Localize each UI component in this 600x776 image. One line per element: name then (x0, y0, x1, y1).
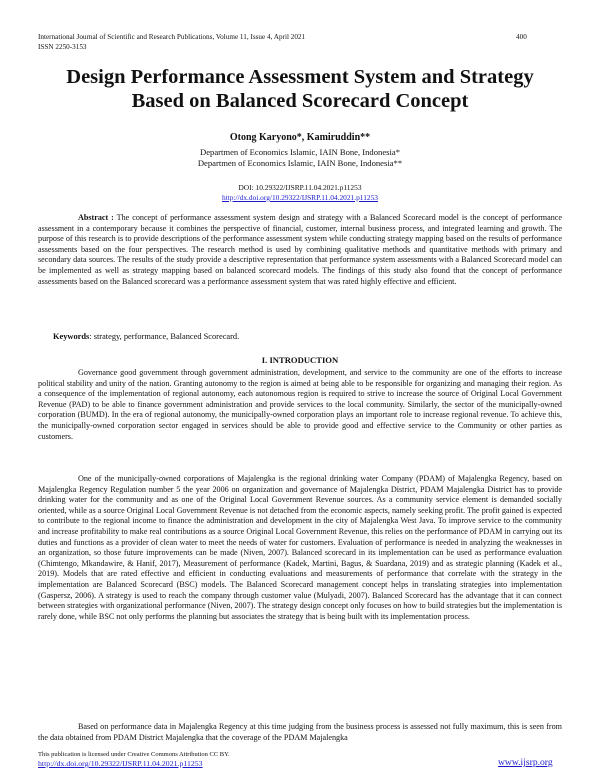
section-heading: I. INTRODUCTION (261, 355, 339, 365)
affiliation-1: Departmen of Economics Islamic, IAIN Bone, Indonesia* (200, 147, 400, 157)
footer-doi-link[interactable]: http://dx.doi.org/10.29322/IJSRP.11.04.2021.p11253 (38, 759, 203, 768)
abstract-label: Abstract : (78, 213, 114, 222)
paper-title (30, 65, 570, 113)
running-header (38, 33, 305, 52)
journal-website-link[interactable]: www.ijsrp.org (498, 757, 553, 768)
authors: Otong Karyono*, Kamiruddin** (229, 132, 371, 143)
keywords-label: Keywords (53, 332, 90, 341)
keywords-text: : strategy, performance, Balanced Scorecard. (89, 332, 240, 341)
intro-paragraph-3: Based on performance data in Majalengka Regency at this time judging from the business process is assessed not fully maximum, this is seen from the data obtained from PDAM District Majalengka that the coverage of the PDAM Majalengka (38, 722, 562, 742)
abstract (38, 213, 562, 287)
intro-paragraph-2: One of the municipally-owned corporations of Majalengka is the regional drinking water Company (PDAM) of Majalengka Regency, based on Majalengka Regency Regulation number 5 the year 2006 on organization and governance of Majalengka District, PDAM Majalengka District has to provide drinking water for the community and as one of the Original Local Government Revenue sources. As a community service element is demanded socially oriented, while as a source Original Local Government Revenue is not detached from the economic aspects, namely seeking profit. The profit gained is expected to contribute to the regional income to finance the administration and development in the city of Majalengka West Java. To improve service to the community and increase profitability to make real contributions as a source Original Local Government Revenue, this relies on the performance of PDAM in carrying out its duties and functions as a provider of clean water to meet the needs of water for customers. Evaluation of performance is needed in analyzing the weaknesses in an organization, so those future improvements can be made (Niven, 2007). Balanced scorecard in its implementation can be used as performance evaluation (Chimtengo, Mkandawire, & Hanif, 2017), Measurement of performance (Kadek, Martini, Bagus, & Suardana, 2019) and as strategic planning (Kadek et al., 2019). Models that are rated effective and efficient in conducting evaluations and measurements of performance that correlate with the strategy in the implementation are Balanced Scorecard (BSC) models. The Balanced Scorecard management concept helps in translating strategies into implementation (Gaspersz, 2006). A strategy is used to reach the company through customer value (Mulyadi, 2007). Balanced Scorecard has the advantage that it can connect between strategies with organizational performance (Niven, 2007). The strategy design concept only focuses on how to build strategies but the implementation is rarely done, while BSC not only performs the planning but associates the strategy that is being built with its implementation process. (38, 474, 562, 621)
doi-link[interactable]: http://dx.doi.org/10.29322/IJSRP.11.04.2021.p11253 (222, 193, 378, 202)
issn: ISSN 2250-3153 (38, 42, 87, 51)
keywords (53, 332, 239, 341)
abstract-text: The concept of performance assessment system design and strategy with a Balanced Scorecard model is the concept of performance assessment in a contemporary because it combines the perspective of financial, customer, internal business process, and integrated learning and growth. The purpose of this research is to provide descriptions of the performance assessment system while conducting strategy mapping based on the results of performance assessments based on the four perspectives. The research method is used by combining qualitative methods and quantitative methods with primary and secondary data sources. The results of the study provide a descriptive representation that performance system assessments with a Balanced Scorecard model can be implemented as well as strategy mapping based on balanced scorecard models. The findings of this study also found that the concept of performance assessments based on the Balanced scorecard was a performance assessment system that was rated highly effective and efficient. (38, 213, 562, 286)
journal-name: International Journal of Scientific and Research Publications, Volume 11, Issue 4, April 2021 (38, 33, 306, 41)
affiliation-2: Departmen of Economics Islamic, IAIN Bone, Indonesia** (197, 158, 403, 168)
title-line-1: Design Performance Assessment System and Strategy (66, 66, 534, 88)
doi-link-row (30, 193, 570, 202)
doi-text: DOI: 10.29322/IJSRP.11.04.2021.p11253 (238, 183, 362, 192)
page-number: 400 (516, 33, 527, 41)
title-line-2: Based on Balanced Scorecard Concept (131, 90, 469, 112)
intro-paragraph-1: Governance good government through government administration, development, and service to the community are one of the efforts to increase political stability and unity of the nation. Granting autonomy to the region is aimed at being able to be responsible for organizing and managing their region. As a consequence of the implementation of regional autonomy, each autonomous region is required to strive to increase the source of Original Local Government Revenue (PAD) to be able to finance government administration and provide services to the local community. Similarly, the sector of the municipally-owned corporation (BUMD). In the era of regional autonomy, the municipally-owned corporation plays an important role to increase regional revenue. To achieve this, the municipally-owned corporation sector engaged in services should be able to provide good and effective service to the Community or other parties as customers. (38, 368, 562, 441)
license-note: This publication is licensed under Creative Commons Attribution CC BY. (38, 751, 230, 758)
